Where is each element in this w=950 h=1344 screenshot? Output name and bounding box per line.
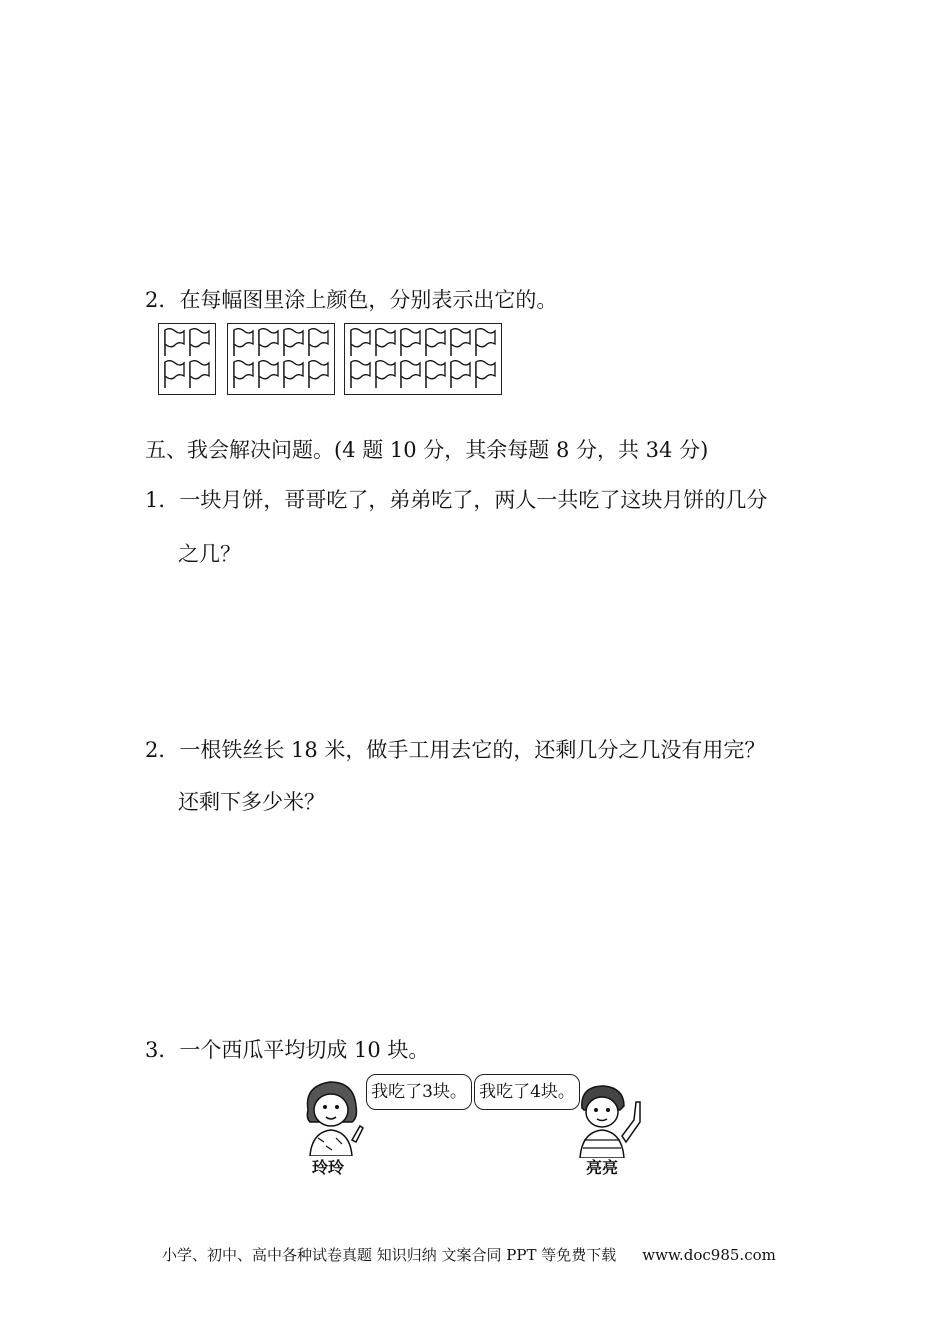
flag-icon[interactable] xyxy=(190,329,209,356)
footer-url: www.doc985.com xyxy=(642,1246,776,1264)
flag-icon[interactable] xyxy=(165,361,184,388)
footer-text: 小学、初中、高中各种试卷真题 知识归纳 文案合同 PPT 等免费下载 xyxy=(162,1246,617,1264)
flag-icon[interactable] xyxy=(309,361,328,388)
girl-illustration xyxy=(296,1076,374,1156)
flag-group[interactable] xyxy=(344,323,502,395)
question-text: 2．在每幅图里涂上颜色，分别表示出它的。 xyxy=(145,288,558,312)
character-name-right: 亮亮 xyxy=(586,1158,619,1177)
flag-icon[interactable] xyxy=(351,329,370,356)
boy-illustration xyxy=(568,1080,648,1158)
flag-icon[interactable] xyxy=(451,329,470,356)
flag-icon[interactable] xyxy=(259,329,278,356)
flag-icon[interactable] xyxy=(476,329,495,356)
flag-icon[interactable] xyxy=(284,361,303,388)
speech-bubble-left: 我吃了3块。 xyxy=(366,1074,472,1110)
flag-icon[interactable] xyxy=(426,329,445,356)
page-footer xyxy=(162,1244,776,1265)
flag-group[interactable] xyxy=(227,323,335,395)
flag-icon[interactable] xyxy=(309,329,328,356)
flag-icon[interactable] xyxy=(190,361,209,388)
section-heading: 五、我会解决问题。(4 题 10 分，其余每题 8 分，共 34 分) xyxy=(145,438,709,462)
speech-bubble-right: 我吃了4块。 xyxy=(474,1074,580,1110)
flag-icon[interactable] xyxy=(401,329,420,356)
flag-icon[interactable] xyxy=(234,329,253,356)
flag-icon[interactable] xyxy=(259,361,278,388)
question-text: 3．一个西瓜平均切成 10 块。 xyxy=(145,1038,430,1062)
flag-icon[interactable] xyxy=(234,361,253,388)
flag-group[interactable] xyxy=(158,323,216,395)
question-text: 2．一根铁丝长 18 米，做手工用去它的，还剩几分之几没有用完？ xyxy=(145,738,766,762)
question-text-continued: 之几？ xyxy=(178,542,241,566)
flag-icon[interactable] xyxy=(165,329,184,356)
flag-icon[interactable] xyxy=(476,361,495,388)
flag-icon[interactable] xyxy=(351,361,370,388)
flag-icon[interactable] xyxy=(284,329,303,356)
flag-icon[interactable] xyxy=(451,361,470,388)
flag-icon[interactable] xyxy=(376,329,395,356)
question-text-continued: 还剩下多少米？ xyxy=(178,790,325,814)
question-text: 1．一块月饼，哥哥吃了，弟弟吃了，两人一共吃了这块月饼的几分 xyxy=(145,488,768,512)
character-name-left: 玲玲 xyxy=(312,1158,345,1177)
flag-icon[interactable] xyxy=(376,361,395,388)
flag-icon[interactable] xyxy=(401,361,420,388)
flag-icon[interactable] xyxy=(426,361,445,388)
